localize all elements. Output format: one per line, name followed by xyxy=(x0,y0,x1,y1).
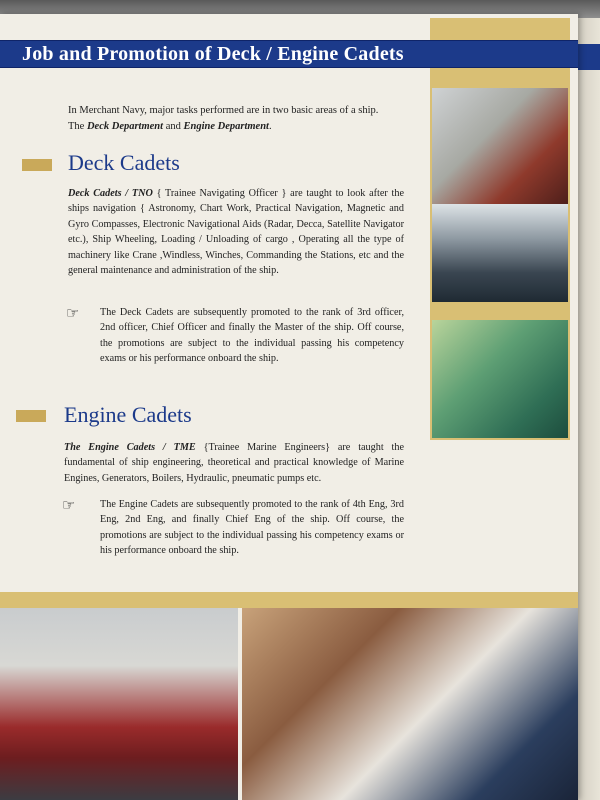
intro-engine-department: Engine Department xyxy=(183,121,269,132)
photo-ship-bridge-officer xyxy=(0,608,238,800)
engine-section-title: Engine Cadets xyxy=(64,402,192,427)
title-bar xyxy=(0,40,578,68)
right-photo-column xyxy=(430,18,570,440)
intro-line2-suffix: . xyxy=(268,121,272,132)
bottom-gold-band xyxy=(0,592,578,608)
deck-description xyxy=(68,186,404,278)
engine-body: {Trainee Marine Engineers} are taught the fundamental of ship engineering, theoretical and practical knowledge of Marine Engines, Generators, Boilers, Hydraulic, pneumatic pumps etc. xyxy=(64,442,404,484)
photo-control-console xyxy=(432,204,568,302)
page-title: Job and Promotion of Deck / Engine Cadets xyxy=(22,43,404,65)
engine-lead: The Engine Cadets / TME xyxy=(64,442,196,453)
intro-text xyxy=(68,103,408,135)
intro-line1: In Merchant Navy, major tasks performed are in two basic areas of a ship. xyxy=(68,105,379,116)
photo-cadets-at-control-panel xyxy=(242,608,578,800)
deck-section-title: Deck Cadets xyxy=(68,150,180,175)
deck-lead: Deck Cadets / TNO xyxy=(68,188,153,199)
deck-section-marker xyxy=(22,159,52,171)
pointing-hand-icon: ☞ xyxy=(62,496,76,514)
intro-line2-prefix: The xyxy=(68,121,87,132)
engine-promotion: The Engine Cadets are subsequently promoted to the rank of 4th Eng, 3rd Eng, 2nd Eng, and finally Chief Eng of the ship. Off course, the promotions are subject to the individual passing his competency exams or his performance onboard the ship. xyxy=(100,499,404,557)
engine-section-marker xyxy=(16,410,46,422)
intro-line2-mid: and xyxy=(163,121,184,132)
intro-deck-department: Deck Department xyxy=(86,121,164,132)
pointing-hand-icon: ☞ xyxy=(66,304,80,322)
photo-engine-room xyxy=(432,320,568,438)
deck-promotion: The Deck Cadets are subsequently promoted to the rank of 3rd officer, 2nd officer, Chief Officer and finally the Master of the ship. Off course, the promotions are subject to the individual passing his competency exams or his performance onboard the ship. xyxy=(100,307,404,365)
engine-description xyxy=(64,440,404,486)
deck-body: { Trainee Navigating Officer } are taught to look after the ships navigation { Astronomy, Chart Work, Practical Navigation, Magnetic and Gyro Compasses, Electronic Navigational Aids (Radar, Decca, Satellite Navigator etc.), Ship Wheeling, Loading / Unloading of cargo , Operating all the type of machinery like Crane ,Windless, Winches, Commanding the Stations, etc and the general maintenance and administration of the ship. xyxy=(68,188,404,277)
photo-navigation-bridge xyxy=(432,88,568,206)
